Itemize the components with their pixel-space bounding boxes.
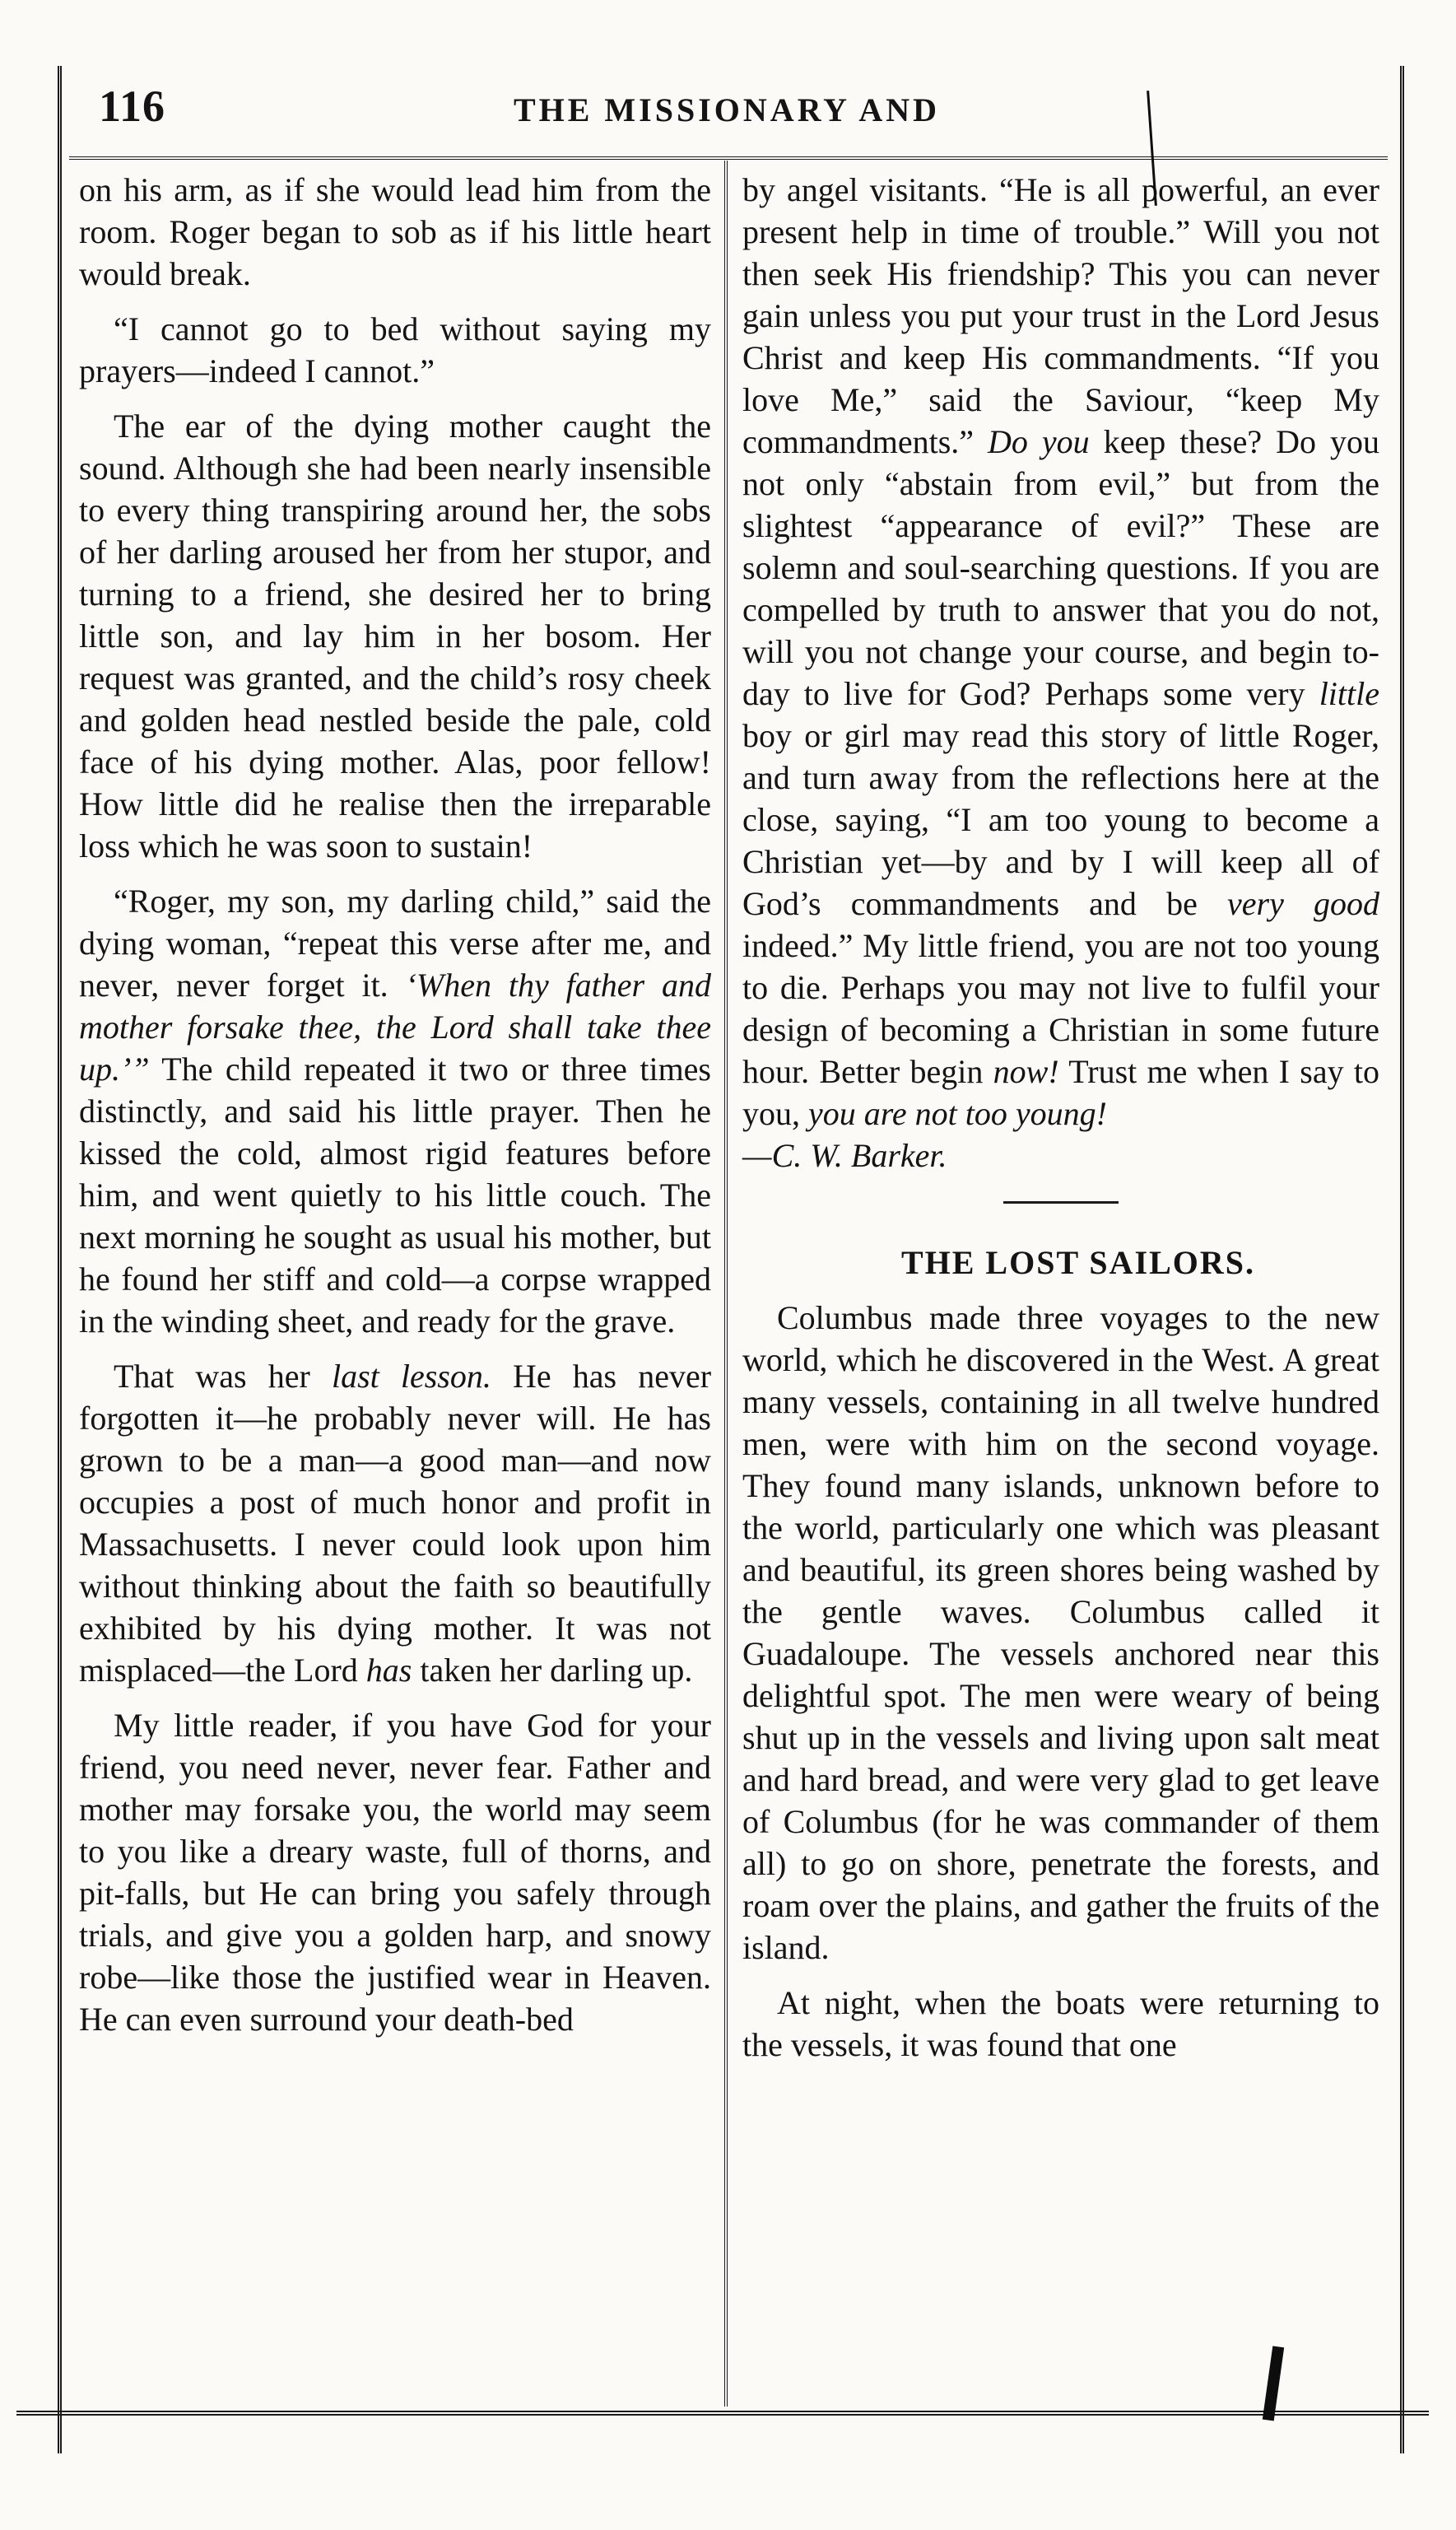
paragraph: At night, when the boats were returning to the vessels, it was found that one — [742, 1984, 1379, 2063]
emphasis: has — [365, 1652, 412, 1689]
text-run: The child repeated it two or three times distinctly, and said his little prayer. Then he kissed the cold, almost rigid features before him, and went quietly to his little couch. The next morning he sought as usual his mother, but he found her stiff and cold—a corpse wrapped in the winding sheet, and ready for the grave. — [79, 1051, 711, 1340]
paragraph: Columbus made three voyages to the new world, which he discovered in the West. A great many vessels, containing in all twelve hundred men, were with him on the second voyage. They found many islands, unknown before to the world, particularly one which was pleasant and beautiful, its green shores being washed by the gentle waves. Columbus called it Guadaloupe. The vessels anchored near this delightful spot. The men were weary of being shut up in the vessels and living upon salt meat and hard bread, and were very glad to get leave of Columbus (for he was commander of them all) to go on shore, penetrate the forests, and roam over the plains, and gather the fruits of the island. — [742, 1299, 1379, 1966]
text-run: taken her darling up. — [420, 1652, 693, 1689]
text-run: keep these? Do you not only “abstain from evil,” but from the slightest “appearance of evil?” These are solemn and soul-searching questions. If you are compelled by truth to answer that you do not, will you not change your course, and begin to-day to live for God? Perhaps some very — [742, 423, 1380, 712]
paragraph: on his arm, as if she would lead him from the room. Roger began to sob as if his little heart would break. — [79, 171, 711, 292]
author-signature: —C. W. Barker. — [742, 1137, 947, 1174]
running-title: THE MISSIONARY AND — [513, 91, 941, 128]
paragraph — [79, 1355, 711, 1691]
footer-rule — [16, 2411, 1429, 2416]
emphasis: you are not too young! — [808, 1095, 1107, 1132]
emphasis: Do you — [988, 423, 1090, 460]
emphasis: last lesson. — [331, 1358, 491, 1395]
emphasis: now! — [993, 1053, 1059, 1090]
paragraph: The ear of the dying mother caught the sound. Although she had been nearly insensible to every thing transpiring around her, the sobs of her darling aroused her from her stupor, and turning to a friend, she desired her to bring little son, and lay him in her bosom. Her request was granted, and the child’s rosy cheek and golden head nestled beside the pale, cold face of his dying mother. Alas, poor fellow! How little did he realise then the irreparable loss which he was soon to sustain! — [79, 408, 711, 864]
text-run: That was her — [114, 1358, 310, 1395]
verse-quote: ‘When thy father and mother forsake thee, the Lord shall take thee up.’” — [79, 967, 711, 1088]
text-run: by angel visitants. “He is all powerful, an ever present help in time of trouble.” Will you not then seek His friendship? This you can never gain unless you put your trust in the Lord Jesus Christ and keep His commandments. “If you love Me,” said the Saviour, “keep My commandments.” — [742, 171, 1379, 460]
paragraph — [742, 169, 1379, 1176]
emphasis: very good — [1227, 885, 1380, 922]
paragraph: “I cannot go to bed without saying my prayers—indeed I cannot.” — [79, 310, 711, 389]
emphasis: little — [1319, 675, 1380, 712]
paragraph: My little reader, if you have God for your friend, you need never, never fear. Father and mother may forsake you, the world may seem to you like a dreary waste, full of thorns, and pit-falls, but He can bring you safely through trials, and give you a golden harp, and snowy robe—like those the justified wear in Heaven. He can even surround your death-bed — [79, 1707, 711, 2038]
text-run: indeed.” My little friend, you are not too young to die. Perhaps you may not live to fulfil your design of becoming a Christian in some future hour. Better begin — [742, 927, 1379, 1090]
text-run: “Roger, my son, my darling child,” said the dying woman, “repeat this verse after me, and never, never forget it. — [79, 883, 711, 1004]
right-column — [742, 169, 1379, 2066]
left-column — [79, 169, 711, 2040]
section-divider — [1003, 1201, 1119, 1204]
text-run: He has never forgotten it—he probably never will. He has grown to be a man—a good man—and now occupies a post of much honor and profit in Massachusetts. I never could look upon him without thinking about the faith so beautifully exhibited by his dying mother. It was not misplaced—the Lord — [79, 1358, 712, 1689]
text-run: boy or girl may read this story of little Roger, and turn away from the reflections here at the close, saying, “I am too young to become a Christian yet—by and by I will keep all of God’s commandments and be — [742, 717, 1379, 922]
text-run: Trust me when I say to you, — [742, 1053, 1380, 1132]
header-rule — [69, 156, 1388, 160]
page-header — [66, 74, 1388, 150]
page-number: 116 — [99, 82, 166, 131]
paragraph — [79, 880, 711, 1342]
column-divider — [724, 161, 728, 2407]
article-title: THE LOST SAILORS. — [900, 1244, 1256, 1281]
